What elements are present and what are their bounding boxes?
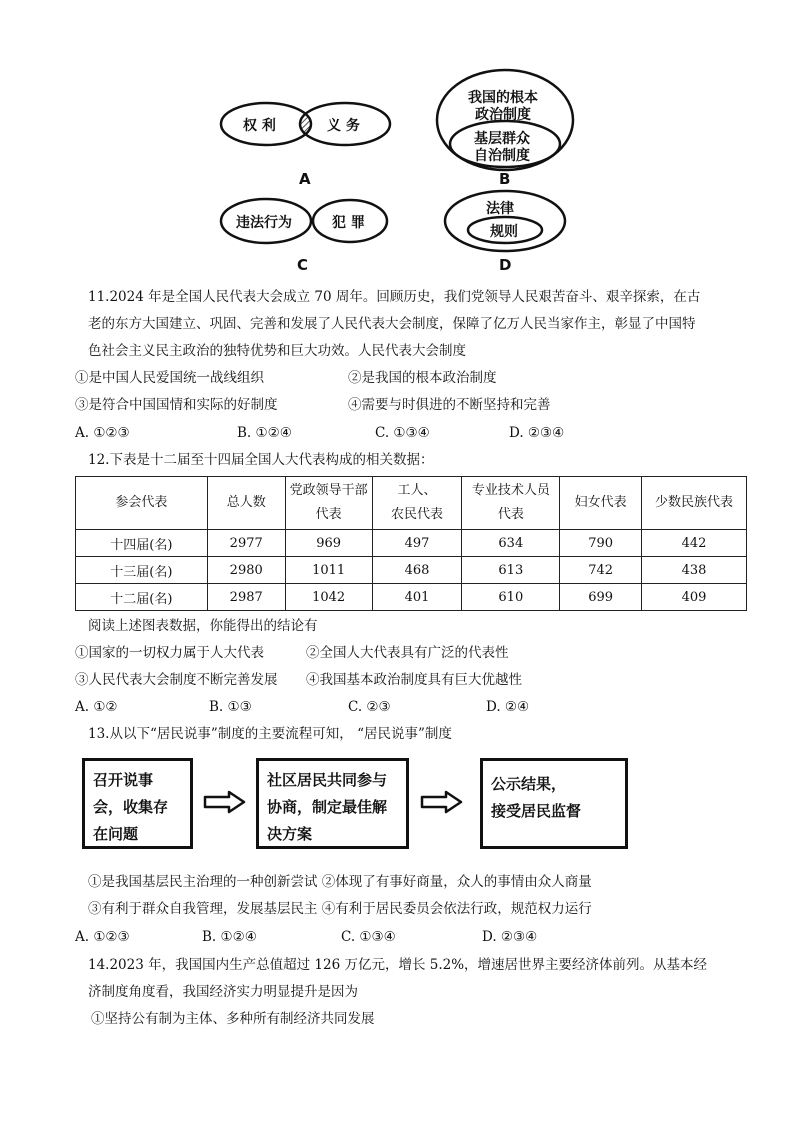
arrow-right-icon	[420, 790, 464, 814]
q12-choice-d[interactable]: D. ②④	[486, 699, 530, 715]
header-part: 农民代表	[390, 507, 443, 522]
q12-option-4: ④我国基本政治制度具有巨大优越性	[306, 672, 522, 688]
q11-option-2: ②是我国的根本政治制度	[348, 370, 497, 386]
q11-stem-line1: 11.2024 年是全国人民代表大会成立 70 周年。回顾历史，我们党领导人民艰苦奋斗、艰辛探索，在古	[88, 289, 701, 305]
q12-stem: 12.下表是十二届至十四届全国人大代表构成的相关数据：	[88, 452, 434, 468]
table-cell: 十三届(名)	[76, 557, 208, 584]
q13-choice-b[interactable]: B. ①②④	[202, 929, 257, 945]
diagram-d-outer-text: 法律	[486, 201, 514, 217]
table-cell: 442	[642, 530, 747, 557]
q13-choice-d[interactable]: D. ②③④	[482, 929, 538, 945]
table-cell: 409	[642, 584, 747, 611]
diagram-d-inner-text: 规则	[490, 224, 518, 240]
flow-step-1-text: 召开说事会，收集存在问题	[93, 771, 169, 843]
flow-step-1	[82, 758, 193, 849]
diagram-c-left-text: 违法行为	[236, 215, 292, 231]
table-cell: 2980	[207, 557, 285, 584]
header-part: 代表	[497, 507, 524, 522]
q12-option-2: ②全国人大代表具有广泛的代表性	[306, 645, 509, 661]
table-cell: 2977	[207, 530, 285, 557]
q12-option-3: ③人民代表大会制度不断完善发展	[75, 672, 278, 688]
table-cell: 1042	[285, 584, 372, 611]
diagram-b-label: B	[499, 170, 511, 188]
q11-choice-a[interactable]: A. ①②③	[75, 425, 130, 441]
table-header-cell: 少数民族代表	[642, 477, 747, 530]
diagram-b-outer-line2: 政治制度	[475, 107, 531, 123]
flow-step-3-line2: 接受居民监督	[491, 802, 582, 820]
q12-option-1: ①国家的一切权力属于人大代表	[75, 645, 264, 661]
q14-stem-line2: 济制度角度看，我国经济实力明显提升是因为	[88, 984, 358, 1000]
q13-stem: 13.从以下“居民说事”制度的主要流程可知， “居民说事”制度	[88, 726, 452, 742]
table-header-cell	[285, 477, 372, 530]
table-cell: 401	[372, 584, 462, 611]
table-cell: 742	[560, 557, 642, 584]
header-part: 专业技术人员	[471, 483, 550, 498]
table-cell: 十二届(名)	[76, 584, 208, 611]
diagram-a-right-text: 义 务	[327, 118, 360, 134]
q14-option-1: ①坚持公有制为主体、多种所有制经济共同发展	[91, 1011, 375, 1027]
q11-option-4: ④需要与时俱进的不断坚持和完善	[348, 397, 551, 413]
flow-step-2	[256, 758, 409, 849]
table-header-cell: 妇女代表	[560, 477, 642, 530]
flow-step-3	[480, 758, 628, 849]
table-row	[76, 584, 747, 611]
q12-choice-a[interactable]: A. ①②	[75, 699, 118, 715]
diagram-c-right-text: 犯 罪	[332, 215, 365, 231]
q11-stem-line2: 老的东方大国建立、巩固、完善和发展了人民代表大会制度，保障了亿万人民当家作主，彰显了中国特	[88, 316, 696, 332]
table-header-row	[76, 477, 747, 530]
table-header-cell: 总人数	[207, 477, 285, 530]
header-part: 代表	[315, 507, 342, 522]
q13-options-1-2: ①是我国基层民主治理的一种创新尝试 ②体现了有事好商量，众人的事情由众人商量	[88, 874, 592, 890]
table-cell: 969	[285, 530, 372, 557]
table-row	[76, 530, 747, 557]
table-cell: 2987	[207, 584, 285, 611]
q13-choice-a[interactable]: A. ①②③	[75, 929, 130, 945]
diagram-c-label: C	[297, 256, 309, 274]
table-cell: 610	[462, 584, 560, 611]
q13-choice-c[interactable]: C. ①③④	[341, 929, 396, 945]
table-header-cell	[372, 477, 462, 530]
q11-choice-c[interactable]: C. ①③④	[375, 425, 430, 441]
diagram-options-figure	[0, 0, 793, 280]
flow-step-2-text: 社区居民共同参与协商，制定最佳解决方案	[267, 771, 388, 843]
q12-data-table	[75, 476, 747, 611]
header-part: 工人、	[397, 483, 437, 498]
table-cell: 1011	[285, 557, 372, 584]
header-part: 党政领导干部	[289, 483, 368, 498]
table-cell: 468	[372, 557, 462, 584]
table-header-cell: 参会代表	[76, 477, 208, 530]
table-cell: 十四届(名)	[76, 530, 208, 557]
q12-after-table: 阅读上述图表数据，你能得出的结论有	[88, 618, 318, 634]
q14-stem-line1: 14.2023 年，我国国内生产总值超过 126 万亿元，增长 5.2%，增速居世界主要经济体前列。从基本经	[88, 957, 708, 973]
table-cell: 613	[462, 557, 560, 584]
q11-option-3: ③是符合中国国情和实际的好制度	[75, 397, 278, 413]
q13-options-3-4: ③有利于群众自我管理，发展基层民主 ④有利于居民委员会依法行政，规范权力运行	[88, 901, 592, 917]
q11-stem-line3: 色社会主义民主政治的独特优势和巨大功效。人民代表大会制度	[88, 343, 466, 359]
diagram-b-inner-line1: 基层群众	[474, 131, 530, 147]
diagram-a-left-text: 权 利	[243, 118, 276, 134]
q11-choice-b[interactable]: B. ①②④	[237, 425, 292, 441]
table-cell: 438	[642, 557, 747, 584]
table-cell: 497	[372, 530, 462, 557]
diagram-b-inner-line2: 自治制度	[474, 148, 530, 164]
q11-option-1: ①是中国人民爱国统一战线组织	[75, 370, 264, 386]
table-cell: 634	[462, 530, 560, 557]
q12-choice-b[interactable]: B. ①③	[209, 699, 252, 715]
diagram-a-label: A	[299, 170, 311, 188]
diagram-d-label: D	[499, 256, 512, 274]
diagram-b-outer-line1: 我国的根本	[468, 90, 538, 106]
table-row	[76, 557, 747, 584]
table-header-cell	[462, 477, 560, 530]
table-cell: 790	[560, 530, 642, 557]
table-cell: 699	[560, 584, 642, 611]
q12-choice-c[interactable]: C. ②③	[348, 699, 391, 715]
flow-step-3-line1: 公示结果，	[491, 775, 567, 793]
arrow-right-icon	[203, 790, 247, 814]
q11-choice-d[interactable]: D. ②③④	[509, 425, 565, 441]
